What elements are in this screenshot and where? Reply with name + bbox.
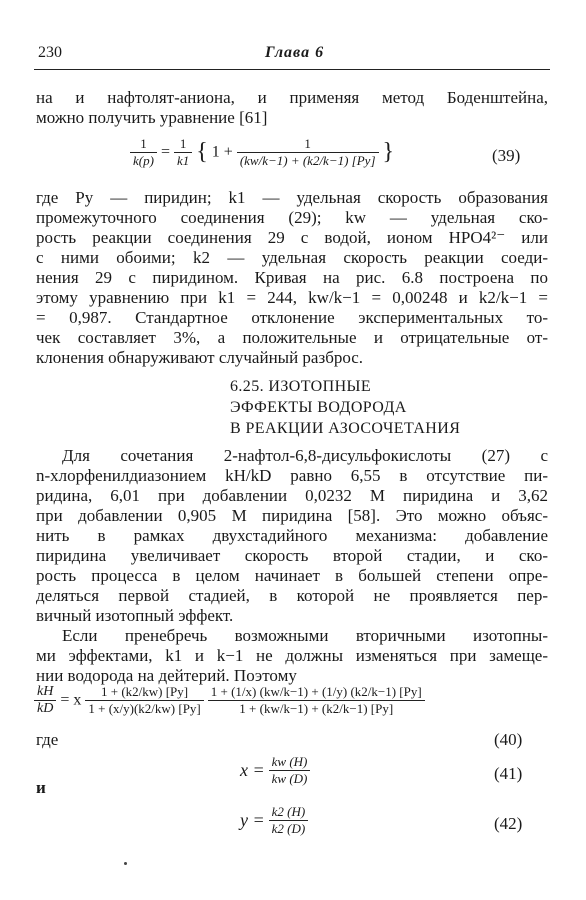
print-speck	[124, 862, 127, 865]
equation-42: y = $\frac{k2 (H)}{k2 (D)}$	[240, 804, 308, 837]
and-word: и	[36, 778, 46, 797]
text-line: вичный изотопный эффект.	[36, 606, 234, 625]
fraction: $\frac{1}{(kw/k-1) + (k2/k-1) [Py]}$	[237, 136, 379, 169]
equation-number: (40)	[494, 730, 523, 749]
fraction: $\frac{kH}{kD}$	[34, 684, 56, 717]
text-line: ми эффектами, k1 и k−1 не должны изменяться при замеще-	[36, 646, 548, 665]
page-number: 230	[38, 44, 62, 61]
text-line: нить в рамках двухстадийного механизма: добавление	[36, 526, 548, 545]
text-line: где Py — пиридин; k1 — удельная скорость образования	[36, 188, 548, 207]
fraction: $\frac{1 + (1/x) (kw/k-1) + (1/y) (k2/k-1) [Py]}{1 + (kw/k-1) + (k2/k-1) [Py]}$	[208, 684, 425, 717]
fraction: $\frac{k2 (H)}{k2 (D)}$	[269, 804, 309, 837]
text-line: Если пренебречь возможными вторичными изотопны-	[62, 626, 548, 645]
text-line: чек составляет 3%, а положительные и отрицательные от-	[36, 328, 548, 347]
heading-line: ЭФФЕКТЫ ВОДОРОДА	[230, 399, 407, 416]
heading-line: 6.25. ИЗОТОПНЫЕ	[230, 378, 372, 395]
text-line: = 0,987. Стандартное отклонение экспериментальных то-	[36, 308, 548, 327]
paragraph-3	[36, 446, 548, 626]
equation-number: (39)	[492, 146, 521, 165]
paragraph-2	[36, 188, 548, 368]
equation-41: x = $\frac{kw (H)}{kw (D)}$	[240, 754, 310, 787]
equation-40: $\frac{kH}{kD}$ = x $\frac{1 + (k2/kw) [Py]}{1 + (x/y)(k2/kw) [Py]}$ $\frac{1 + (1/x) (kw/k-1) + (1/y) (k2/k-1) [Py]}{1 + (kw/k-1) + (k2/k-1) [Py]}$	[34, 684, 425, 717]
heading-line: В РЕАКЦИИ АЗОСОЧЕТАНИЯ	[230, 420, 461, 437]
text-line: пиридина увеличивает скорость второй стадии, и ско-	[36, 546, 548, 565]
fraction: $\frac{kw (H)}{kw (D)}$	[269, 754, 311, 787]
text-line: этому уравнению при k1 = 244, kw/k−1 = 0,00248 и k2/k−1 =	[36, 288, 548, 307]
fraction: $\frac{1}{k1}$	[174, 136, 192, 169]
text-line: промежуточного соединения (29); kw — удельная ско-	[36, 208, 548, 227]
text-line: при добавлении 0,905 М пиридина [58]. Это можно объяс-	[36, 506, 548, 525]
equation-39: $\frac{1}{k(p)}$ = $\frac{1}{k1}$ { 1 + $\frac{1}{(kw/k-1) + (k2/k-1) [Py]}$ }	[130, 136, 394, 169]
chapter-title: Глава 6	[265, 44, 325, 61]
text-line: Для сочетания 2-нафтол-6,8-дисульфокислоты (27) с	[62, 446, 548, 465]
fraction: $\frac{1 + (k2/kw) [Py]}{1 + (x/y)(k2/kw) [Py]}$	[85, 684, 203, 717]
paragraph-4	[36, 626, 548, 686]
text-line: ридина, 6,01 при добавлении 0,0232 М пиридина и 3,62	[36, 486, 548, 505]
fraction: $\frac{1}{k(p)}$	[130, 136, 157, 169]
text-line: нии водорода на дейтерий. Поэтому	[36, 666, 297, 685]
where-word: где	[36, 730, 59, 749]
text-line: деляться первой стадией, в которой не проявляется пер-	[36, 586, 548, 605]
section-heading	[230, 376, 460, 439]
text-line: рость процесса в целом начинает в большей степени опре-	[36, 566, 548, 585]
text-line: на и нафтолят-аниона, и применяя метод Боденштейна,	[36, 88, 548, 107]
paragraph-1	[36, 88, 548, 128]
text-line: с ними обоими; k2 — удельная скорость реакции соеди-	[36, 248, 548, 267]
text-line: можно получить уравнение [61]	[36, 108, 268, 127]
equation-number: (41)	[494, 764, 523, 783]
text-line: клонения обнаруживают случайный разброс.	[36, 348, 364, 367]
text-line: рость реакции соединения 29 с водой, ионом HPO4²⁻ или	[36, 228, 548, 247]
header-rule	[34, 69, 550, 70]
text-line: нения 29 с пиридином. Кривая на рис. 6.8 построена по	[36, 268, 548, 287]
text-line: n-хлорфенилдиазонием kH/kD равно 6,55 в отсутствие пи-	[36, 466, 548, 485]
equation-number: (42)	[494, 814, 523, 833]
